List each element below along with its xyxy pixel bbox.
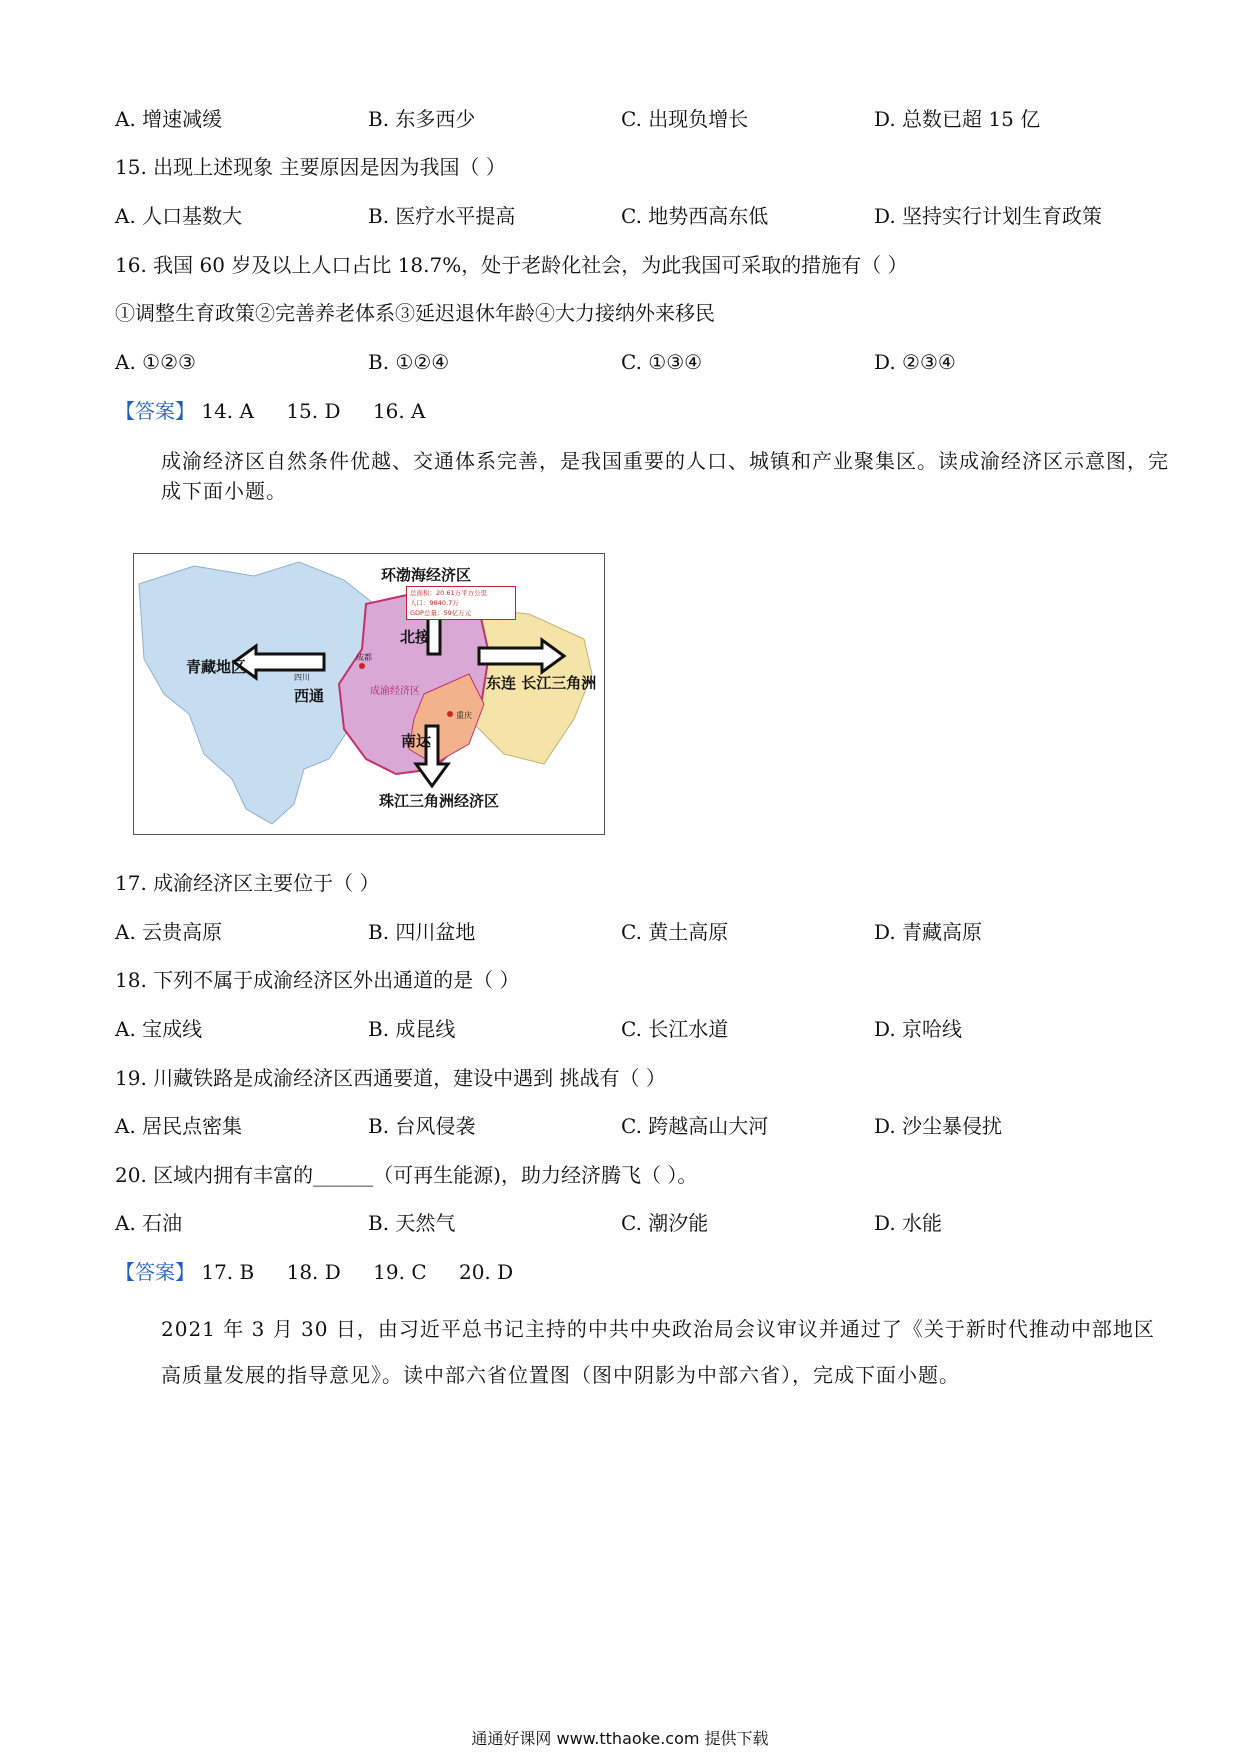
- answer-18: 18. D: [286, 1260, 341, 1284]
- q16-options: [0, 347, 1240, 377]
- q20-option-c: C. 潮汐能: [621, 1211, 709, 1235]
- answer-19: 19. C: [373, 1260, 427, 1284]
- q20-option-b: B. 天然气: [368, 1211, 456, 1235]
- q14-option-d: D. 总数已超 15 亿: [874, 107, 1041, 131]
- q14-options: [0, 104, 1240, 134]
- chongqing-dot: [447, 711, 453, 717]
- q19-option-d: D. 沙尘暴侵扰: [874, 1114, 1003, 1138]
- label-chengdu: 成都: [356, 653, 372, 662]
- answer-tag: 【答案】: [115, 1260, 195, 1284]
- chengdu-dot: [359, 663, 365, 669]
- answer-tag: 【答案】: [115, 399, 195, 423]
- label-xitong: 西通: [294, 687, 325, 705]
- map-info-gdp: GDP总量：59亿万元: [410, 609, 472, 617]
- answer-17: 17. B: [201, 1260, 255, 1284]
- intro-chengyu: 成渝经济区自然条件优越、交通体系完善，是我国重要的人口、城镇和产业聚集区。读成渝经济区示意图，完成下面小题。: [161, 449, 1169, 503]
- q17-stem: 17. 成渝经济区主要位于（ ）: [115, 871, 380, 895]
- label-beijiao: 北接: [400, 628, 431, 646]
- q16-option-c: C. ①③④: [621, 350, 703, 374]
- q17-options: [0, 917, 1240, 947]
- footer-source: 通通好课网 www.tthaoke.com 提供下载: [471, 1729, 769, 1748]
- q20-options: [0, 1208, 1240, 1238]
- q18-option-c: C. 长江水道: [621, 1017, 729, 1041]
- q18-option-b: B. 成昆线: [368, 1017, 456, 1041]
- answer-14: 14. A: [201, 399, 254, 423]
- q16-option-d: D. ②③④: [874, 350, 956, 374]
- q20-stem: 20. 区域内拥有丰富的______（可再生能源)，助力经济腾飞（ ）。: [115, 1163, 698, 1187]
- q16-items: ①调整生育政策②完善养老体系③延迟退休年龄④大力接纳外来移民: [115, 301, 715, 325]
- label-chengyu: 成渝经济区: [370, 686, 420, 697]
- q20-option-d: D. 水能: [874, 1211, 943, 1235]
- label-zhujiang: 珠江三角洲经济区: [379, 792, 500, 810]
- chengyu-map: [133, 553, 605, 835]
- answer-20: 20. D: [458, 1260, 514, 1284]
- q19-option-c: C. 跨越高山大河: [621, 1114, 769, 1138]
- answer-block-1: [115, 396, 452, 426]
- q19-option-b: B. 台风侵袭: [368, 1114, 476, 1138]
- q15-stem: 15. 出现上述现象 主要原因是因为我国（ ）: [115, 155, 506, 179]
- label-qingzang: 青藏地区: [186, 658, 247, 676]
- q14-option-c: C. 出现负增长: [621, 107, 749, 131]
- map-info-pop: 人口：9840.7万: [410, 599, 459, 607]
- sichuan-region: [139, 562, 374, 824]
- q14-option-b: B. 东多西少: [368, 107, 476, 131]
- q16-stem: 16. 我国 60 岁及以上人口占比 18.7%，处于老龄化社会，为此我国可采取的措施有（ ）: [115, 253, 908, 277]
- q15-option-d: D. 坚持实行计划生育政策: [874, 204, 1103, 228]
- intro-central: 2021 年 3 月 30 日，由习近平总书记主持的中共中央政治局会议审议并通过了《关于新时代推动中部地区高质量发展的指导意见》。读中部六省位置图（图中阴影为中部六省），完成下面小题。: [161, 1317, 1155, 1387]
- answer-block-2: [115, 1257, 539, 1287]
- q17-option-d: D. 青藏高原: [874, 920, 983, 944]
- label-huanbohai: 环渤海经济区: [381, 566, 472, 584]
- q17-option-a: A. 云贵高原: [115, 920, 223, 944]
- q18-options: [0, 1014, 1240, 1044]
- q19-stem: 19. 川藏铁路是成渝经济区西通要道，建设中遇到 挑战有（ ）: [115, 1066, 666, 1090]
- q15-option-c: C. 地势西高东低: [621, 204, 769, 228]
- answer-16: 16. A: [372, 399, 426, 423]
- label-dongzhang: 东连 长江三角洲: [486, 674, 597, 692]
- map-info-area: 总面积：20.61万平方公里: [410, 589, 488, 597]
- q17-option-b: B. 四川盆地: [368, 920, 476, 944]
- q16-option-b: B. ①②④: [368, 350, 450, 374]
- q18-stem: 18. 下列不属于成渝经济区外出通道的是（ ）: [115, 968, 520, 992]
- q18-option-d: D. 京哈线: [874, 1017, 963, 1041]
- label-chongqing: 重庆: [456, 711, 472, 720]
- map-info-box: [406, 586, 516, 620]
- q19-options: [0, 1111, 1240, 1141]
- label-sichuan: 四川: [294, 673, 310, 682]
- q17-option-c: C. 黄土高原: [621, 920, 729, 944]
- q14-option-a: A. 增速减缓: [115, 107, 223, 131]
- q15-option-a: A. 人口基数大: [115, 204, 243, 228]
- q15-options: [0, 201, 1240, 231]
- q18-option-a: A. 宝成线: [115, 1017, 203, 1041]
- q15-option-b: B. 医疗水平提高: [368, 204, 516, 228]
- label-nanda: 南达: [401, 732, 432, 750]
- answer-15: 15. D: [286, 399, 341, 423]
- q20-option-a: A. 石油: [115, 1211, 183, 1235]
- q19-option-a: A. 居民点密集: [115, 1114, 243, 1138]
- q16-option-a: A. ①②③: [115, 350, 196, 374]
- map-svg: [134, 554, 604, 834]
